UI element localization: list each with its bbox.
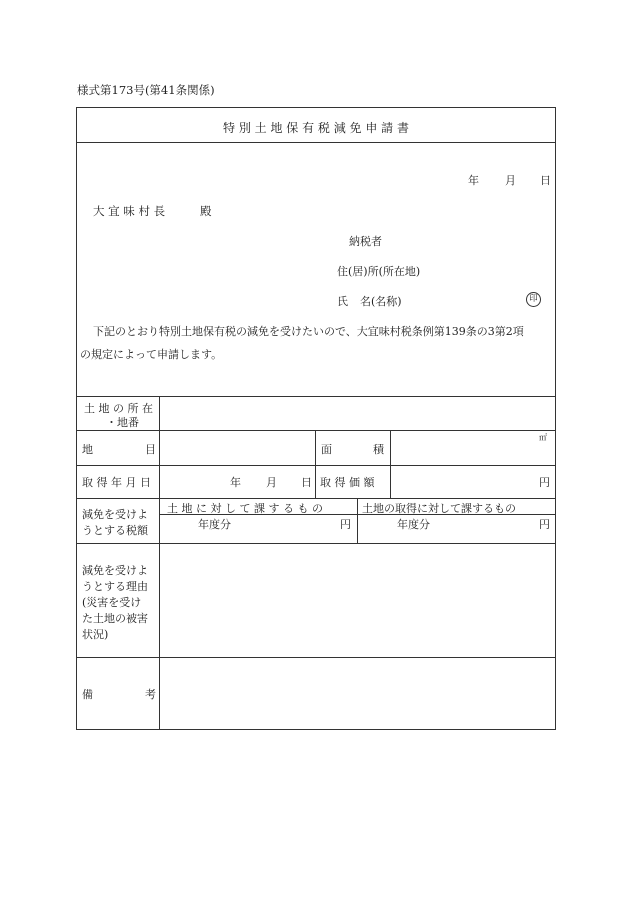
- land-holding-amount-field[interactable]: [160, 515, 357, 543]
- form-number: 様式第173号(第41条関係): [77, 83, 215, 97]
- reduction-amount-label-2: うとする税額: [82, 524, 148, 537]
- reason-field[interactable]: [160, 544, 556, 657]
- title-divider: [76, 142, 556, 143]
- area-label-2: 積: [373, 443, 384, 456]
- reason-label-3: (災害を受け: [82, 596, 142, 609]
- yen-label-1: 円: [340, 518, 351, 531]
- land-acq-amount-field[interactable]: [358, 515, 556, 543]
- addressee-name: 大 宜 味 村 長: [93, 204, 166, 218]
- acq-date-day: 日: [301, 476, 312, 489]
- area-unit: ㎡: [539, 433, 547, 442]
- addressee-honorific: 殿: [200, 204, 212, 218]
- date-day-label: 日: [540, 174, 551, 187]
- address-label: 住(居)所(所在地): [337, 265, 421, 278]
- acq-date-month: 月: [266, 476, 277, 489]
- date-year-label: 年: [468, 174, 479, 187]
- area-label-1: 面: [321, 443, 332, 456]
- reason-label-2: うとする理由: [82, 580, 148, 593]
- area-field[interactable]: [391, 431, 556, 465]
- acq-date-label: 取 得 年 月 日: [82, 476, 151, 489]
- land-category-label-2: 目: [145, 443, 156, 456]
- name-label-first: 氏: [337, 295, 348, 308]
- name-label-rest: 名(名称): [360, 295, 402, 308]
- land-acq-header: 土地の取得に対して課するもの: [362, 502, 516, 515]
- taxpayer-label: 納税者: [349, 235, 382, 248]
- reason-label-5: 状況): [82, 628, 109, 641]
- body-text-line-1: 下記のとおり特別土地保有税の減免を受けたいので、大宜味村税条例第139条の3第2項: [93, 325, 524, 338]
- acq-date-year: 年: [230, 476, 241, 489]
- row-divider-3: [76, 498, 556, 499]
- location-label: 土 地 の 所 在: [84, 402, 153, 415]
- remarks-label-2: 考: [145, 688, 156, 701]
- acq-price-unit: 円: [539, 476, 550, 489]
- location-label-sub: ・地番: [106, 416, 139, 429]
- land-category-field[interactable]: [160, 431, 315, 465]
- area-column-divider: [315, 430, 316, 498]
- form-title: 特 別 土 地 保 有 税 減 免 申 請 書: [223, 121, 409, 135]
- seal-icon: 印: [526, 292, 541, 307]
- reason-label-4: た土地の被害: [82, 612, 148, 625]
- yen-label-2: 円: [539, 518, 550, 531]
- land-holding-header: 土 地 に 対 し て 課 す る も の: [167, 502, 323, 515]
- date-month-label: 月: [505, 174, 516, 187]
- acq-price-label: 取 得 価 額: [320, 476, 375, 489]
- fiscal-year-label-2: 年度分: [397, 518, 430, 531]
- acq-price-field[interactable]: [391, 466, 556, 498]
- body-text-line-2: の規定によって申請します。: [80, 348, 223, 361]
- location-field[interactable]: [160, 397, 556, 430]
- remarks-field[interactable]: [160, 658, 556, 730]
- fiscal-year-label-1: 年度分: [198, 518, 231, 531]
- reduction-amount-label-1: 減免を受けよ: [82, 508, 148, 521]
- remarks-label-1: 備: [82, 688, 93, 701]
- land-category-label-1: 地: [82, 443, 93, 456]
- reason-label-1: 減免を受けよ: [82, 564, 148, 577]
